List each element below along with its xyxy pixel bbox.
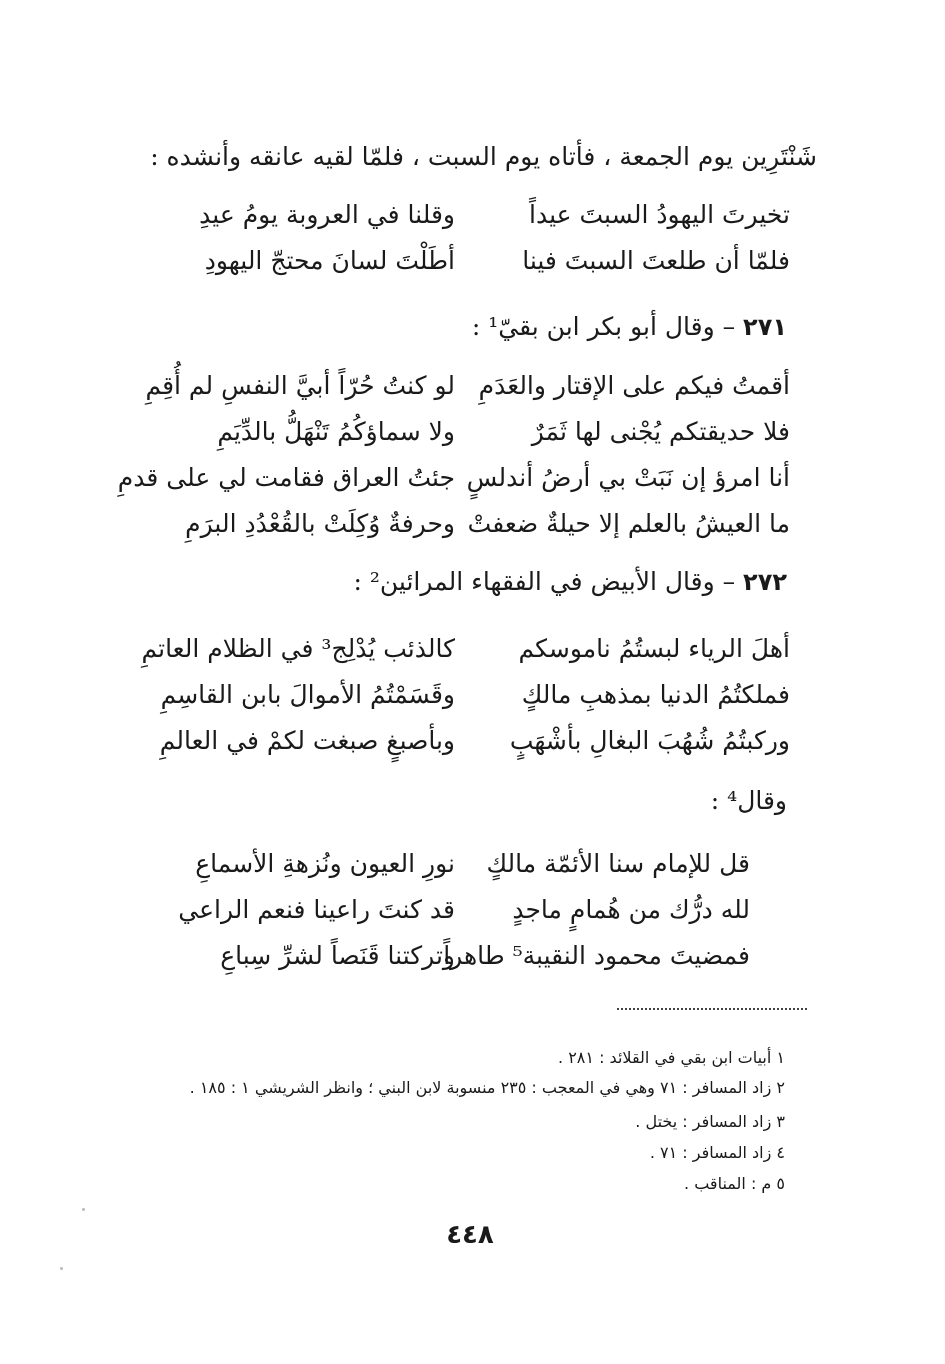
verse-first-hemistich: ما العيشُ بالعلم إلا حيلةٌ ضعفتْ (467, 509, 790, 538)
verse-row (140, 891, 800, 931)
scan-speck (60, 1267, 63, 1270)
verse-first-hemistich: أنا امرؤ إن نَبَتْ بي أرضُ أندلسٍ (466, 463, 790, 492)
verse-second-hemistich: وقلنا في العروبة يومُ عيدِ (199, 200, 455, 229)
verse-first-hemistich: فمضيتَ محمود النقيبة⁵ طاهراً (443, 941, 750, 970)
verse-row (117, 459, 800, 499)
verse-second-hemistich: وتركتنا قَنَصاً لشرِّ سِباعِ (220, 941, 455, 970)
section-heading-text: – وقال أبو بكر ابن بقيّ¹ : (471, 312, 736, 341)
footnote: ١ أبيات ابن بقي في القلائد : ٢٨١ . (558, 1048, 785, 1067)
verse-first-hemistich: تخيرتَ اليهودُ السبتَ عيداً (529, 200, 790, 229)
verse-second-hemistich: نورِ العيون ونُزهةِ الأسماعِ (195, 849, 455, 878)
intro-prose-line: شَنْتَرِين يوم الجمعة ، فأتاه يوم السبت ، فلمّا لقيه عانقه وأنشده : (150, 142, 817, 171)
verse-first-hemistich: لله درُّك من هُمامٍ ماجدٍ (512, 895, 750, 924)
verse-row (140, 242, 800, 282)
scan-speck (82, 1208, 85, 1211)
verse-row (140, 845, 800, 885)
footnote-divider (617, 1008, 807, 1010)
verse-first-hemistich: فلا حديقتكم يُجْنى لها ثَمَرٌ (531, 417, 790, 446)
verse-row (140, 630, 800, 670)
verse-second-hemistich: قد كنتَ راعينا فنعم الراعي (178, 895, 455, 924)
said-line: وقال⁴ : (710, 786, 787, 815)
verse-row (140, 505, 800, 545)
verse-first-hemistich: أهلَ الرياء لبستُمُ ناموسكم (518, 634, 790, 663)
verse-row (140, 937, 800, 977)
verse-second-hemistich: ولا سماؤكُمُ تَنْهَلُّ بالدِّيَمِ (217, 417, 455, 446)
footnote: ٤ زاد المسافر : ٧١ . (649, 1143, 785, 1162)
verse-first-hemistich: قل للإمام سنا الأئمّة مالكٍ (486, 849, 750, 878)
section-number: ٢٧٢ (743, 568, 787, 596)
verse-second-hemistich: وبأصبغٍ صبغت لكمْ في العالمِ (159, 726, 455, 755)
verse-second-hemistich: كالذئب يُدْلِج³ في الظلام العاتمِ (141, 634, 455, 663)
section-272-heading (137, 565, 787, 599)
verse-first-hemistich: فملكتُمُ الدنيا بمذهبِ مالكٍ (521, 680, 790, 709)
verse-second-hemistich: أطَلْتَ لسانَ محتجّ اليهودِ (204, 246, 455, 275)
verse-second-hemistich: وقَسَمْتُمُ الأموالَ بابن القاسِمِ (160, 680, 455, 709)
verse-row (140, 676, 800, 716)
verse-row (140, 722, 800, 762)
verse-second-hemistich: لو كنتُ حُرّاً أبيَّ النفسِ لم أُقِمِ (145, 371, 455, 400)
verse-first-hemistich: أقمتُ فيكم على الإقتار والعَدَمِ (478, 371, 790, 400)
page-number: ٤٤٨ (446, 1220, 494, 1250)
verse-first-hemistich: وركبتُمُ شُهُبَ البغالِ بأشْهَبٍ (509, 726, 790, 755)
verse-second-hemistich: وحرفةٌ وُكِلَتْ بالقُعْدُدِ البرَمِ (185, 509, 455, 538)
footnote: ٥ م : المناقب . (684, 1174, 785, 1193)
verse-row (140, 413, 800, 453)
verse-first-hemistich: فلمّا أن طلعتَ السبتَ فينا (522, 246, 790, 275)
verse-second-hemistich: جئتُ العراق فقامت لي على قدمِ (117, 463, 455, 492)
verse-row (140, 196, 800, 236)
section-number: ٢٧١ (743, 313, 787, 341)
footnote: ٢ زاد المسافر : ٧١ وهي في المعجب : ٢٣٥ منسوبة لابن البني ؛ وانظر الشريشي ١ : ١٨٥ . (189, 1078, 785, 1097)
verse-row (140, 367, 800, 407)
footnote: ٣ زاد المسافر : يختل . (635, 1112, 785, 1131)
section-heading-text: – وقال الأبيض في الفقهاء المرائين² : (353, 567, 736, 596)
section-271-heading (137, 310, 787, 344)
